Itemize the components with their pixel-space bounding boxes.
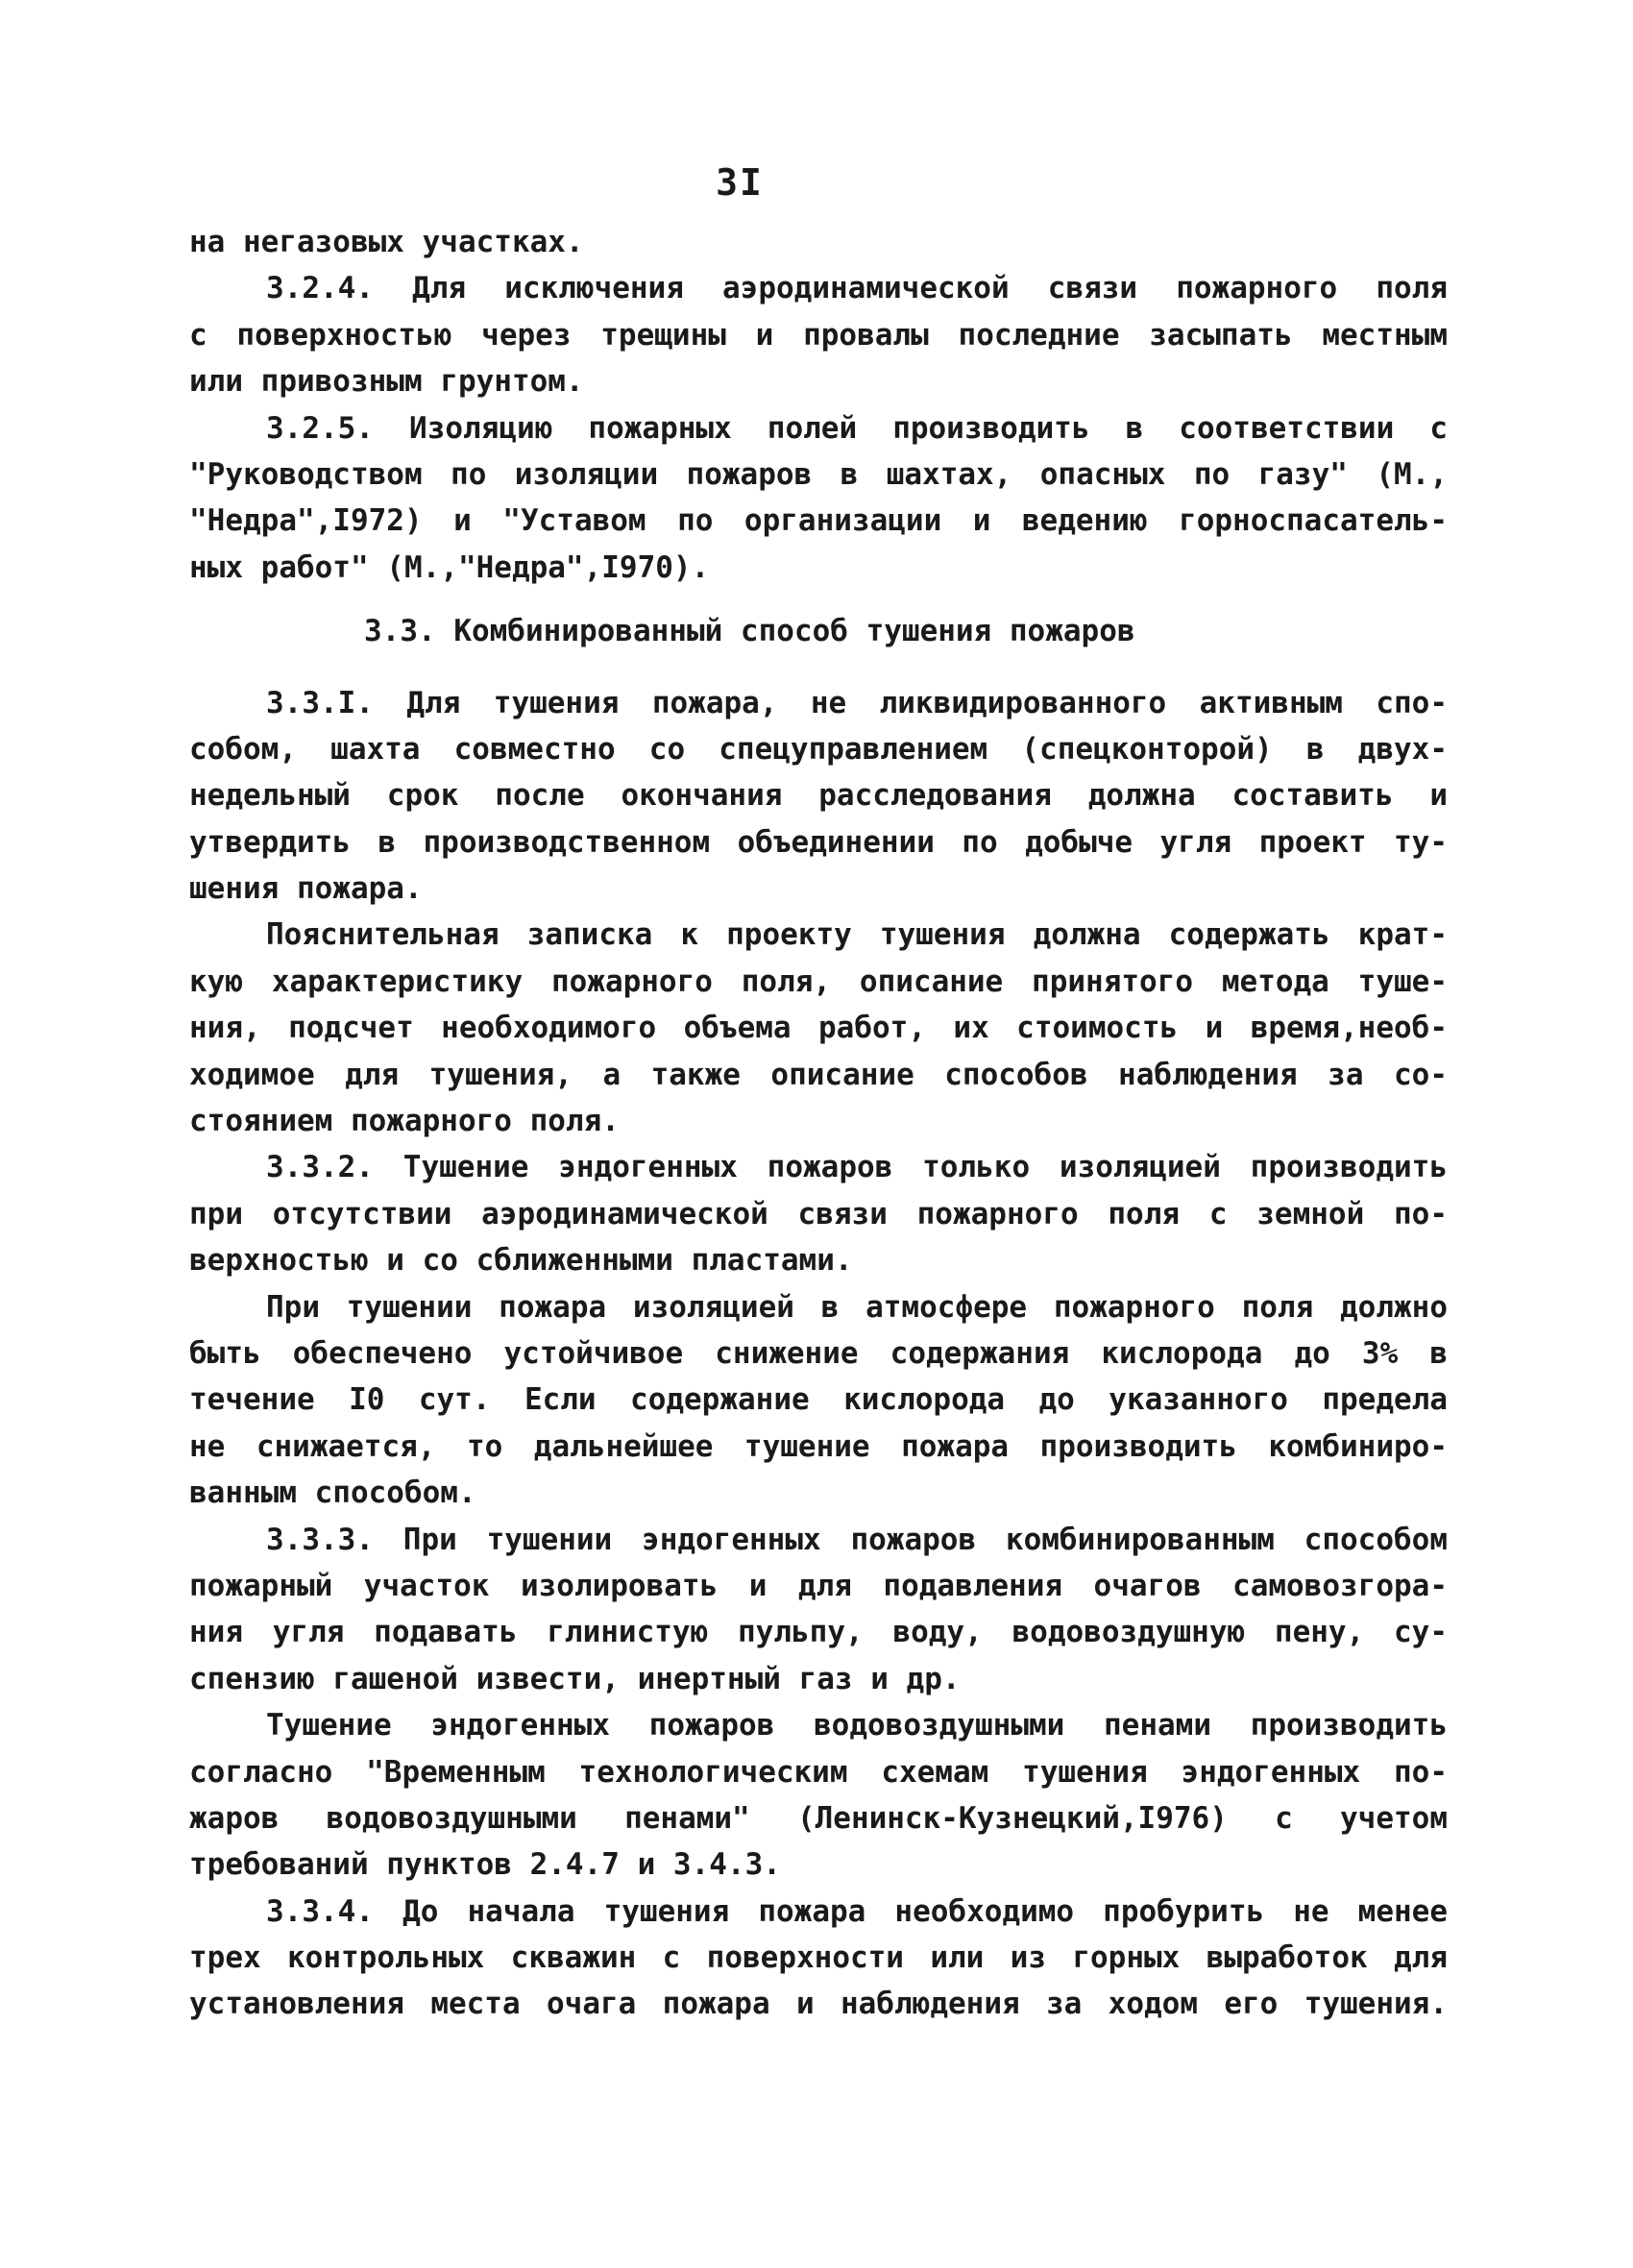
paragraph-3-2-4: 3.2.4. Для исключения аэродинамической связи пожарного поля: [266, 271, 1448, 306]
text-line: ных работ" (М.,"Недра",I970).: [189, 549, 710, 585]
text-line: ходимое для тушения, а также описание способов наблюдения за со-: [189, 1057, 1448, 1092]
text-line: жаров водовоздушными пенами" (Ленинск-Кузнецкий,I976) с учетом: [189, 1800, 1448, 1836]
text-line: шения пожара.: [189, 871, 423, 907]
page-number: 3I: [716, 161, 764, 204]
text-line: ния угля подавать глинистую пульпу, воду, водовоздушную пену, су-: [189, 1615, 1448, 1650]
text-line: стоянием пожарного поля.: [189, 1104, 620, 1139]
text-line: трех контрольных скважин с поверхности или из горных выработок для: [189, 1940, 1448, 1976]
text-line: быть обеспечено устойчивое снижение содержания кислорода до 3% в: [189, 1335, 1448, 1371]
text-line: согласно "Временным технологическим схемам тушения эндогенных по-: [189, 1754, 1448, 1790]
paragraph-explanatory-note: Пояснительная записка к проекту тушения должна содержать крат-: [266, 917, 1448, 953]
paragraph-3-3-2: 3.3.2. Тушение эндогенных пожаров только изоляцией производить: [266, 1150, 1448, 1185]
text-line: требований пунктов 2.4.7 и 3.4.3.: [189, 1847, 781, 1883]
section-heading-3-3: 3.3. Комбинированный способ тушения пожаров: [364, 614, 1135, 649]
text-line: спензию гашеной извести, инертный газ и др.: [189, 1661, 961, 1696]
paragraph-isolation-oxygen: При тушении пожара изоляцией в атмосфере пожарного поля должно: [266, 1289, 1448, 1325]
text-line: "Недра",I972) и "Уставом по организации и ведению горноспасатель-: [189, 503, 1448, 539]
text-line: установления места очага пожара и наблюдения за ходом его тушения.: [189, 1987, 1448, 2022]
paragraph-3-2-5: 3.2.5. Изоляцию пожарных полей производить в соответствии с: [266, 410, 1448, 446]
paragraph-foam-extinguishing: Тушение эндогенных пожаров водовоздушными пенами производить: [266, 1708, 1448, 1744]
text-line: кую характеристику пожарного поля, описание принятого метода туше-: [189, 963, 1448, 999]
text-line: ванным способом.: [189, 1475, 476, 1511]
text-line: ния, подсчет необходимого объема работ, их стоимость и время,необ-: [189, 1011, 1448, 1046]
text-line: с поверхностью через трещины и провалы последние засыпать местным: [189, 317, 1448, 353]
document-body: [189, 219, 1448, 2028]
text-line: недельный срок после окончания расследования должна составить и: [189, 778, 1448, 814]
text-line: утвердить в производственном объединении по добыче угля проект ту-: [189, 824, 1448, 860]
text-line: при отсутствии аэродинамической связи пожарного поля с земной по-: [189, 1196, 1448, 1232]
paragraph-3-3-1: 3.3.I. Для тушения пожара, не ликвидированного активным спо-: [266, 685, 1448, 720]
text-line: пожарный участок изолировать и для подавления очагов самовозгора-: [189, 1568, 1448, 1603]
text-line: "Руководством по изоляции пожаров в шахтах, опасных по газу" (М.,: [189, 456, 1448, 492]
paragraph-3-3-3: 3.3.3. При тушении эндогенных пожаров комбинированным способом: [266, 1522, 1448, 1557]
text-line: на негазовых участках.: [189, 225, 584, 259]
text-line: собом, шахта совместно со спецуправлением (спецконторой) в двух-: [189, 731, 1448, 767]
text-line: не снижается, то дальнейшее тушение пожара производить комбиниро-: [189, 1428, 1448, 1464]
text-line: или привозным грунтом.: [189, 364, 584, 400]
paragraph-3-3-4: 3.3.4. До начала тушения пожара необходимо пробурить не менее: [266, 1893, 1448, 1929]
text-line: верхностью и со сближенными пластами.: [189, 1243, 853, 1279]
text-line: течение I0 сут. Если содержание кислорода до указанного предела: [189, 1382, 1448, 1418]
